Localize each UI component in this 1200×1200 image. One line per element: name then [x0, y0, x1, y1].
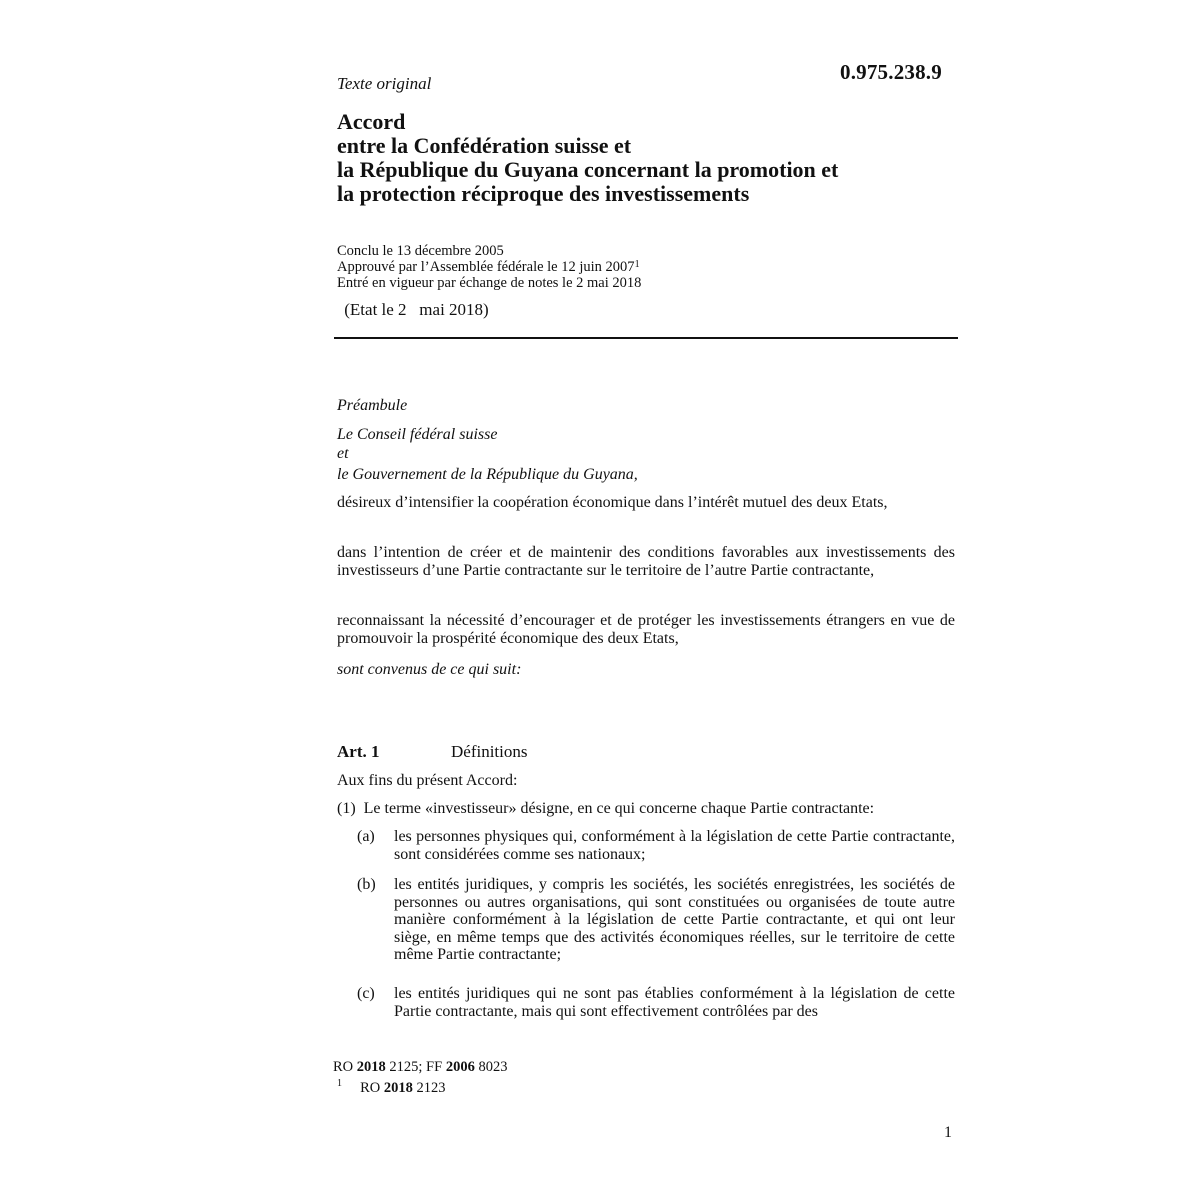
list-item-label: (a) — [357, 828, 375, 845]
approved-date: Approuvé par l’Assemblée fédérale le 12 juin 2007$^1$ — [337, 259, 640, 275]
preamble-party-1: Le Conseil fédéral suisse — [337, 426, 498, 443]
footnote: $^1$ RO 2018 2123 — [337, 1078, 446, 1096]
list-item-label: (c) — [357, 985, 375, 1002]
preamble-paragraph-1: désireux d’intensifier la coopération économique dans l’intérêt mutuel des deux Etats, — [337, 494, 888, 511]
list-item — [357, 828, 955, 863]
document-title — [337, 110, 957, 206]
article-title: Définitions — [451, 742, 528, 761]
doc-number: 0.975.238.9 — [840, 60, 942, 84]
title-line-1: Accord — [337, 109, 406, 134]
list-item-text: les entités juridiques qui ne sont pas établies conformément à la législation de cette Partie contractante, mais qui sont effectivement contrôlées par des — [394, 985, 955, 1020]
list-item-text: les entités juridiques, y compris les sociétés, les sociétés enregistrées, les sociétés de personnes ou autres organisations, qui sont constituées ou organisées de toute autre manière conformément à la législation de cette Partie contractante, et qui ont leur siège, en même temps que des activités économiques réelles, sur le territoire de cette même Partie contractante; — [394, 876, 955, 963]
state-date: (Etat le 2 mai 2018) — [340, 300, 489, 319]
preamble-and: et — [337, 445, 349, 462]
preamble-paragraph-3: reconnaissant la nécessité d’encourager et de protéger les investissements étrangers en vue de promouvoir la prospérité économique des deux Etats, — [337, 612, 955, 647]
list-item — [357, 876, 955, 964]
preamble-paragraph-2: dans l’intention de créer et de maintenir des conditions favorables aux investissements des investisseurs d’une Partie contractante sur le territoire de l’autre Partie contractante, — [337, 544, 955, 579]
title-line-3: la République du Guyana concernant la promotion et — [337, 157, 839, 182]
article-number: Art. 1 — [337, 742, 380, 761]
title-line-4: la protection réciproque des investissements — [337, 181, 750, 206]
preamble-closing: sont convenus de ce qui suit: — [337, 661, 522, 678]
preamble-party-2: le Gouvernement de la République du Guyana, — [337, 466, 638, 483]
in-force-date: Entré en vigueur par échange de notes le 2 mai 2018 — [337, 275, 642, 291]
list-item — [357, 985, 955, 1020]
page-number: 1 — [944, 1124, 952, 1141]
article-paragraph-1: (1) Le terme «investisseur» désigne, en ce qui concerne chaque Partie contractante: — [337, 800, 875, 817]
header-divider — [334, 337, 958, 339]
list-item-label: (b) — [357, 876, 376, 893]
footnote-marker: 1 — [337, 1078, 342, 1089]
title-line-2: entre la Confédération suisse et — [337, 133, 632, 158]
article-heading — [337, 742, 528, 762]
original-text-label: Texte original — [337, 74, 432, 93]
list-item-text: les personnes physiques qui, conformément à la législation de cette Partie contractante, sont considérées comme ses nationaux; — [394, 828, 955, 863]
footnote-ref: 1 — [634, 259, 640, 270]
article-intro: Aux fins du présent Accord: — [337, 772, 518, 789]
preamble-heading: Préambule — [337, 397, 408, 414]
publication-reference: RO 2018 2125; FF 2006 8023 — [333, 1059, 508, 1075]
document-meta — [337, 243, 641, 291]
concluded-date: Conclu le 13 décembre 2005 — [337, 243, 504, 259]
